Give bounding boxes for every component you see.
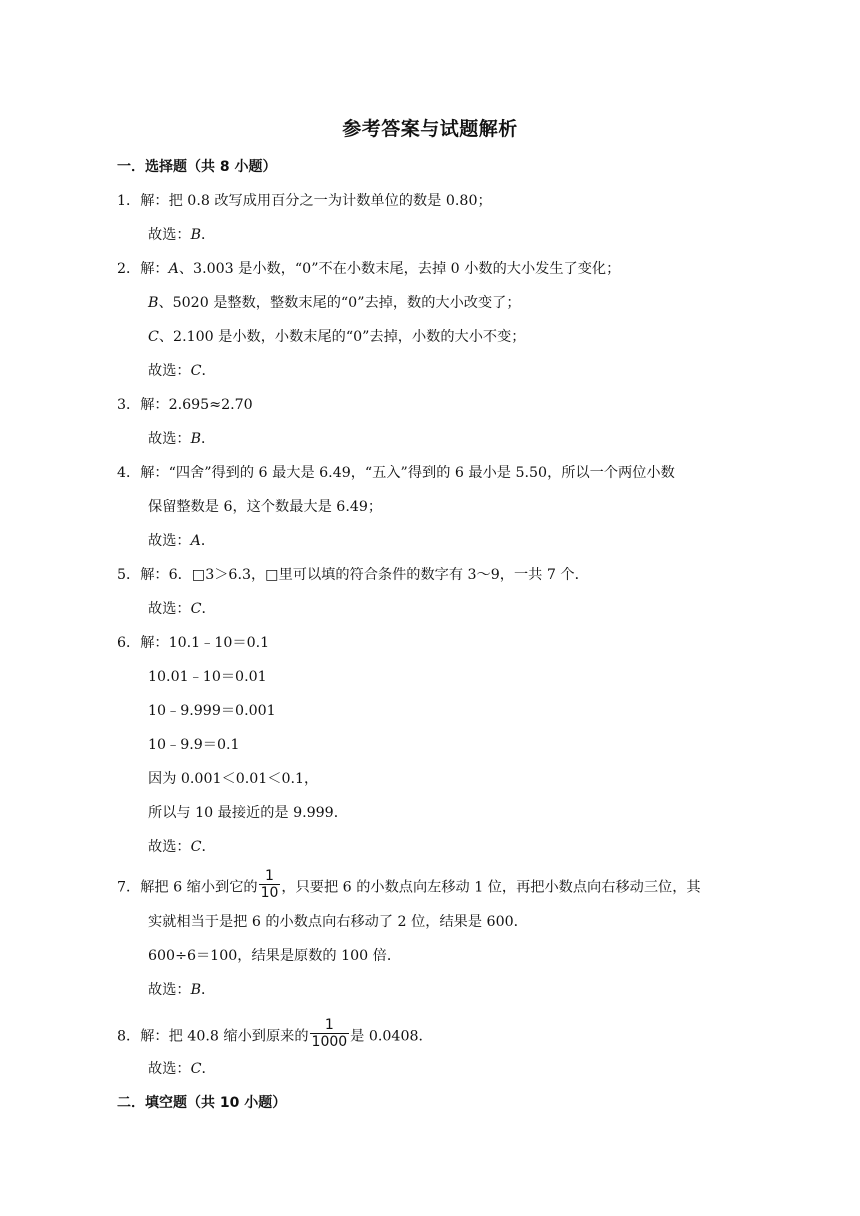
answer-letter: C — [190, 601, 202, 617]
question-6-line-5: 因为 0.001＜0.01＜0.1， — [148, 771, 319, 787]
question-4-answer: 故选：A． — [148, 533, 216, 549]
question-2-answer: 故选：C． — [148, 363, 216, 379]
question-8-solution: 8．解：把 40.8 缩小到原来的 $\frac{1}{1000}$ 是 0.0408． — [117, 1017, 433, 1050]
question-2-line-3: C、2.100 是小数，小数末尾的“0”去掉，小数的大小不变； — [148, 329, 526, 345]
question-2-solution: 2．解：A、3.003 是小数，“0”不在小数末尾，去掉 0 小数的大小发生了变化； — [117, 261, 621, 277]
question-6-line-4: 10﹣9.9＝0.1 — [148, 737, 240, 753]
question-number: 3． — [117, 397, 141, 413]
question-1-solution — [117, 191, 492, 211]
answer-letter: C — [190, 363, 202, 379]
answer-letter: C — [190, 1061, 202, 1077]
question-6-line-3: 10﹣9.999＝0.001 — [148, 703, 276, 719]
question-5-solution: 5．解：6．□3＞6.3，□里可以填的符合条件的数字有 3～9，一共 7 个． — [117, 567, 589, 583]
fraction-denominator: 10 — [260, 885, 279, 901]
question-7-solution: 7．解把 6 缩小到它的 $\frac{1}{10}$ ，只要把 6 的小数点向左移动 1 位，再把小数点向右移动三位，其 — [117, 868, 701, 901]
answer-letter: A — [190, 533, 201, 549]
question-number: 5． — [117, 567, 141, 583]
question-7-line-2: 实就相当于是把 6 的小数点向右移动了 2 位，结果是 600． — [148, 914, 528, 930]
question-7-answer: 故选：B． — [148, 982, 216, 998]
option-letter: B — [148, 295, 159, 311]
question-6-answer: 故选：C． — [148, 839, 216, 855]
question-5-answer: 故选：C． — [148, 601, 216, 617]
question-1-answer: 故选：B． — [148, 227, 216, 243]
question-6-line-2: 10.01﹣10＝0.01 — [148, 669, 267, 685]
option-letter: C — [148, 329, 159, 345]
question-6-solution: 6．解：10.1﹣10＝0.1 — [117, 635, 270, 651]
section-heading-choice: 一．选择题（共 8 小题） — [117, 159, 277, 175]
answer-letter: B — [190, 227, 202, 243]
fraction-numerator: 1 — [324, 1017, 334, 1033]
question-number: 8． — [117, 1028, 141, 1045]
question-3-solution: 3．解：2.695≈2.70 — [117, 397, 253, 413]
fraction-denominator: 1000 — [311, 1034, 348, 1050]
section-heading-fill-in: 二．填空题（共 10 小题） — [117, 1095, 287, 1111]
page-title: 参考答案与试题解析 — [342, 118, 518, 140]
fraction-numerator: 1 — [265, 868, 274, 884]
question-4-solution: 4．解：“四舍”得到的 6 最大是 6.49，“五入”得到的 6 最小是 5.50，所以一个两位小数 — [117, 465, 675, 481]
question-number: 2． — [117, 261, 141, 277]
fraction-one-tenth — [259, 868, 281, 901]
question-7-line-3: 600÷6＝100，结果是原数的 100 倍． — [148, 948, 402, 964]
question-6-line-6: 所以与 10 最接近的是 9.999． — [148, 805, 348, 821]
question-number: 4． — [117, 465, 141, 481]
question-number: 7． — [117, 879, 141, 896]
question-number: 6． — [117, 635, 141, 651]
fraction-one-thousandth — [310, 1017, 350, 1050]
question-4-line-2: 保留整数是 6，这个数最大是 6.49； — [148, 499, 383, 515]
answer-letter: B — [190, 431, 202, 447]
question-3-answer: 故选：B． — [148, 431, 216, 447]
question-number: 1． — [117, 193, 141, 209]
option-letter: A — [168, 261, 179, 277]
question-2-line-2: B、5020 是整数，整数末尾的“0”去掉，数的大小改变了； — [148, 295, 521, 311]
answer-letter: B — [190, 982, 202, 998]
question-8-answer: 故选：C． — [148, 1061, 216, 1077]
answer-letter: C — [190, 839, 202, 855]
solution-text: 解：把 0.8 改写成用百分之一为计数单位的数是 0.80； — [140, 193, 492, 209]
